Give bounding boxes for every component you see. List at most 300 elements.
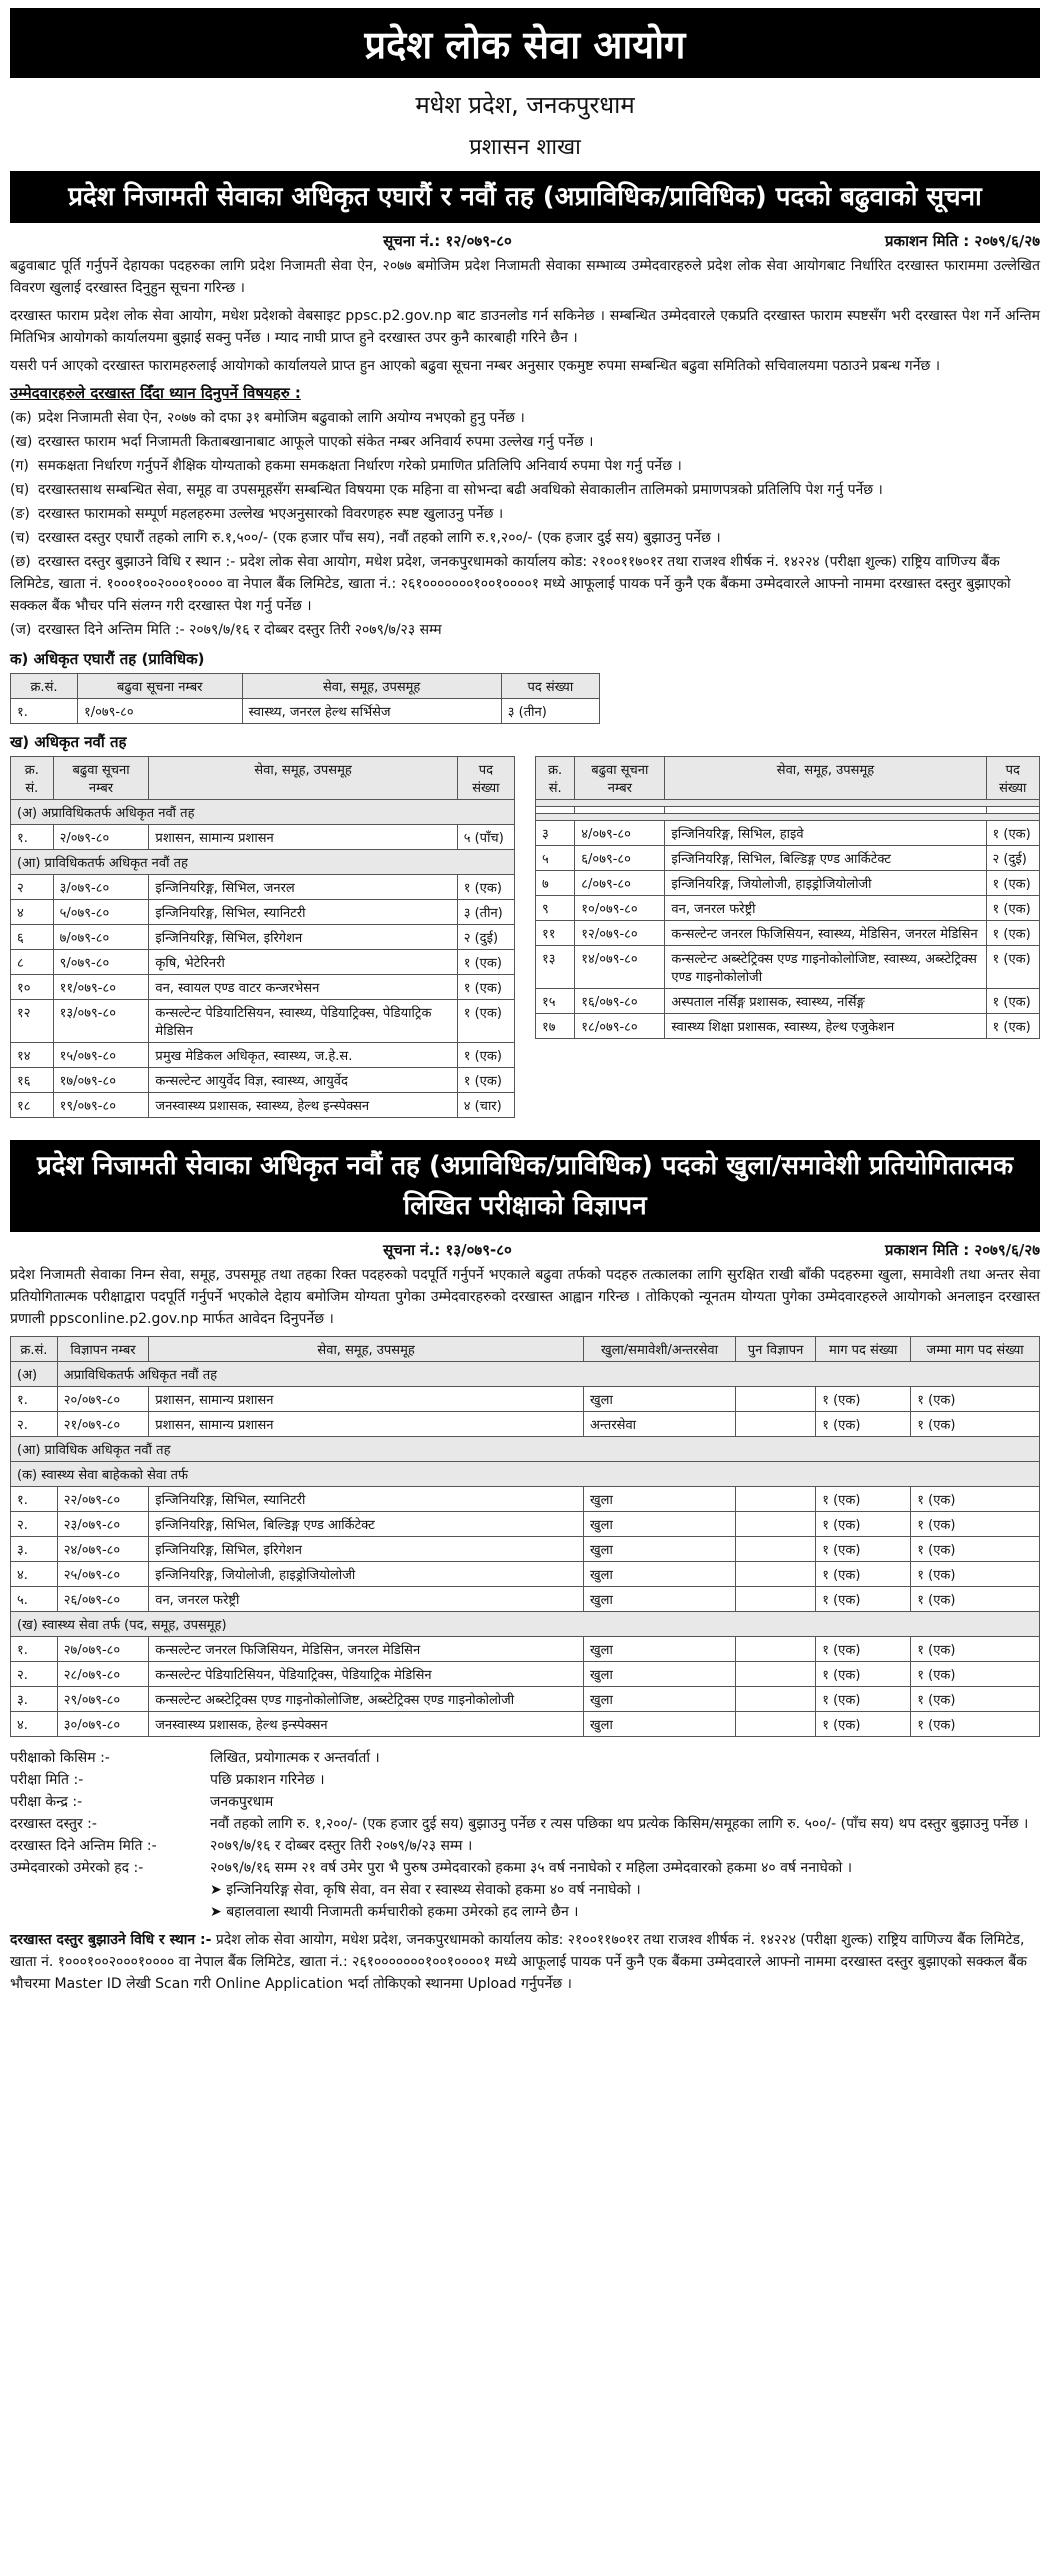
table-cell: प्रमुख मेडिकल अधिकृत, स्वास्थ्य, ज.हे.स. xyxy=(149,1043,457,1068)
table-cell: १ (एक) xyxy=(816,1712,911,1737)
requirement-item xyxy=(10,407,1040,429)
table-row xyxy=(11,1068,515,1093)
requirement-key: (ख) xyxy=(10,434,33,450)
info-value: लिखित, प्रयोगात्मक र अन्तर्वार्ता । xyxy=(210,1750,380,1766)
table-cell: १ (एक) xyxy=(911,1412,1040,1437)
exam-info xyxy=(10,1747,1040,1879)
table-cell xyxy=(735,1587,815,1612)
table-cell: खुला xyxy=(584,1712,736,1737)
table-cell: वन, जनरल फरेष्ट्री xyxy=(149,1587,584,1612)
table-cell: १५/०७९-८० xyxy=(53,1043,149,1068)
group-label: अप्राविधिकतर्फ अधिकृत नवौं तह xyxy=(57,1362,1039,1387)
requirement-text: प्रदेश निजामती सेवा ऐन, २०७७ को दफा ३१ बमोजिम बढुवाको लागि अयोग्य नभएको हुनु पर्नेछ । xyxy=(38,410,525,426)
requirement-text: दरखास्तसाथ सम्बन्धित सेवा, समूह वा उपसमूहसँग सम्बन्धित विषयमा एक महिना वा सोभन्दा बढी अवधिको सेवाकालीन तालिमको प्रमाणपत्रको प्रतिलिपि पेश गर्नु पर्नेछ । xyxy=(38,482,883,498)
requirements-list xyxy=(10,407,1040,641)
table-cell: इन्जिनियरिङ्ग, सिभिल, स्यानिटरी xyxy=(149,900,457,925)
table-cell: ७ xyxy=(536,871,575,896)
group-label: (क) स्वास्थ्य सेवा बाहेकको सेवा तर्फ xyxy=(11,1462,1040,1487)
table-row xyxy=(11,1537,1040,1562)
table-cell xyxy=(735,1387,815,1412)
table-cell: खुला xyxy=(584,1512,736,1537)
branch-name: प्रशासन शाखा xyxy=(469,135,581,160)
table-cell: १ (एक) xyxy=(457,975,514,1000)
info-row xyxy=(10,1857,1040,1879)
info-value: २०७९/७/१६ सम्म २१ वर्ष उमेर पुरा भै पुरुष उम्मेदवारको हकमा ३५ वर्ष ननाघेको र महिला उम्मेदवारको हकमा ४० वर्ष ननाघेको । xyxy=(210,1860,852,1876)
table-cell: १८ xyxy=(11,1093,54,1118)
table-cell: ३०/०७९-८० xyxy=(57,1712,148,1737)
exam-publish-date: प्रकाशन मिति : २०७९/६/२७ xyxy=(885,1241,1040,1259)
column-header: खुला/समावेशी/अन्तरसेवा xyxy=(584,1337,736,1362)
table-cell: १ (एक) xyxy=(911,1587,1040,1612)
table-cell: १ (एक) xyxy=(816,1487,911,1512)
group-row xyxy=(536,800,1040,807)
table-cell: जनस्वास्थ्य प्रशासक, हेल्थ इन्स्पेक्सन xyxy=(149,1712,584,1737)
exam-notice-meta xyxy=(10,1240,1040,1260)
table-cell: १६/०७९-८० xyxy=(575,989,665,1014)
column-header: सेवा, समूह, उपसमूह xyxy=(149,1337,584,1362)
info-value: २०७९/७/१६ र दोब्बर दस्तुर तिरी २०७९/७/२३ सम्म । xyxy=(210,1838,473,1854)
table-cell: १४ xyxy=(11,1043,54,1068)
group-row xyxy=(11,1462,1040,1487)
table-row xyxy=(536,871,1040,896)
table-cell: १ (एक) xyxy=(816,1512,911,1537)
requirement-item xyxy=(10,431,1040,453)
table-cell: १३ xyxy=(536,946,575,989)
table-cell: १८/०७९-८० xyxy=(575,1014,665,1039)
info-value: पछि प्रकाशन गरिनेछ । xyxy=(210,1772,325,1788)
requirement-item xyxy=(10,619,1040,641)
table-cell: प्रशासन, सामान्य प्रशासन xyxy=(149,1387,584,1412)
table-cell: १ (एक) xyxy=(911,1687,1040,1712)
table-cell: १. xyxy=(11,1387,58,1412)
table-row xyxy=(11,1637,1040,1662)
promotion-notice-title: प्रदेश निजामती सेवाका अधिकृत एघारौं र नवौं तह (अप्राविधिक/प्राविधिक) पदको बढुवाको सूचना xyxy=(10,171,1040,223)
table-cell: वन, जनरल फरेष्ट्री xyxy=(665,896,986,921)
table-row xyxy=(11,699,600,724)
table-cell xyxy=(735,1412,815,1437)
table-cell: १ (एक) xyxy=(986,946,1039,989)
table-cell: २७/०७९-८० xyxy=(57,1637,148,1662)
info-row xyxy=(10,1813,1040,1835)
form-paragraph: दरखास्त फाराम प्रदेश लोक सेवा आयोग, मधेश प्रदेशको वेबसाइट ppsc.p2.gov.np बाट डाउनलोड गर्न सकिनेछ । सम्बन्धित उम्मेदवारले एकप्रति दरखास्त फाराम स्पष्टसँग भरी दरखास्त पेश गर्ने अन्तिम मितिभित्र आयोगको कार्यालयमा बुझाई सक्नु पर्नेछ । म्याद नाघी प्राप्त हुने दरखास्त उपर कुनै कारबाही गरिने छैन । xyxy=(10,308,1040,346)
table-cell: ३ xyxy=(536,821,575,846)
table-cell xyxy=(735,1687,815,1712)
table-cell: १ (एक) xyxy=(816,1637,911,1662)
table-cell: कन्सल्टेन्ट जनरल फिजिसियन, स्वास्थ्य, मेडिसिन, जनरल मेडिसिन xyxy=(665,921,986,946)
table-cell: खुला xyxy=(584,1687,736,1712)
payment-info xyxy=(10,1929,1040,1995)
table-cell xyxy=(735,1512,815,1537)
table-row xyxy=(11,1662,1040,1687)
table-cell: २ (दुई) xyxy=(986,846,1039,871)
table-cell: अन्तरसेवा xyxy=(584,1412,736,1437)
table-cell: २ xyxy=(11,875,54,900)
column-header: क्र.सं. xyxy=(11,1337,58,1362)
column-header: पद संख्या xyxy=(457,757,514,800)
table-cell: १ (एक) xyxy=(816,1562,911,1587)
table-cell xyxy=(735,1712,815,1737)
table-cell: ४ (चार) xyxy=(457,1093,514,1118)
table-cell: खुला xyxy=(584,1487,736,1512)
table-row xyxy=(536,807,1040,814)
table-cell: १ (एक) xyxy=(911,1562,1040,1587)
table-row xyxy=(11,900,515,925)
table-cell: १ (एक) xyxy=(816,1412,911,1437)
table-cell xyxy=(665,807,986,814)
table-cell: १ (एक) xyxy=(457,1000,514,1043)
group-row xyxy=(11,850,515,875)
requirement-text: दरखास्त दस्तुर एघारौं तहको लागि रु.१,५००/- (एक हजार पाँच सय), नवौं तहको लागि रु.१,२००/- (एक हजार दुई सय) बुझाउनु पर्नेछ । xyxy=(38,530,721,546)
group-label: (आ) प्राविधिक अधिकृत नवौं तह xyxy=(11,1437,1040,1462)
age-exception-text: इन्जिनियरिङ्ग सेवा, कृषि सेवा, वन सेवा र स्वास्थ्य सेवाको हकमा ४० वर्ष ननाघेको । xyxy=(226,1882,641,1898)
table-cell xyxy=(735,1662,815,1687)
table-cell: २. xyxy=(11,1512,58,1537)
table-cell: १ (एक) xyxy=(986,989,1039,1014)
table-cell: कृषि, भेटेरिनरी xyxy=(149,950,457,975)
table-cell: २ (दुई) xyxy=(457,925,514,950)
table-cell: वन, स्वायल एण्ड वाटर कन्जरभेसन xyxy=(149,975,457,1000)
info-row xyxy=(10,1747,1040,1769)
table-cell: ९/०७९-८० xyxy=(53,950,149,975)
requirement-text: दरखास्त फारामको सम्पूर्ण महलहरुमा उल्लेख भएअनुसारको विवरणहरु स्पष्ट खुलाउनु पर्नेछ । xyxy=(38,506,504,522)
table-cell: ५/०७९-८० xyxy=(53,900,149,925)
table-row xyxy=(536,946,1040,989)
table-cell: १०/०७९-८० xyxy=(575,896,665,921)
table-cell: १७ xyxy=(536,1014,575,1039)
table-cell: १२ xyxy=(11,1000,54,1043)
table-cell: १ (एक) xyxy=(986,871,1039,896)
column-header: पद संख्या xyxy=(986,757,1039,800)
table-cell: २/०७९-८० xyxy=(53,825,149,850)
requirement-text: दरखास्त दिने अन्तिम मिति :- २०७९/७/१६ र दोब्बर दस्तुर तिरी २०७९/७/२३ सम्म xyxy=(38,622,442,638)
table-cell: १७/०७९-८० xyxy=(53,1068,149,1093)
table-cell: खुला xyxy=(584,1637,736,1662)
table-cell: कन्सल्टेन्ट पेडियाटिसियन, पेडियाट्रिक्स, पेडियाट्रिक मेडिसिन xyxy=(149,1662,584,1687)
table-cell: इन्जिनियरिङ्ग, सिभिल, इरिगेशन xyxy=(149,925,457,950)
info-label: दरखास्त दिने अन्तिम मिति :- xyxy=(10,1838,157,1854)
table-cell: प्रशासन, सामान्य प्रशासन xyxy=(149,825,457,850)
table-cell: ३. xyxy=(11,1687,58,1712)
table-cell: १ (एक) xyxy=(816,1687,911,1712)
table-cell: १९/०७९-८० xyxy=(53,1093,149,1118)
intro-paragraph: बढुवाबाट पूर्ति गर्नुपर्ने देहायका पदहरुका लागि प्रदेश निजामती सेवा ऐन, २०७७ बमोजिम प्रदेश निजामती सेवाका सम्भाव्य उम्मेदवारहरुले प्रदेश लोक सेवा आयोगबाट निर्धारित दरखास्त फाराममा उल्लेखित विवरण खुलाई दरखास्त दिनुहुन सूचना गरिन्छ । xyxy=(10,258,1040,296)
group-label: (ख) स्वास्थ्य सेवा तर्फ (पद, समूह, उपसमूह) xyxy=(11,1612,1040,1637)
table-row xyxy=(11,825,515,850)
table-cell: १ (एक) xyxy=(911,1712,1040,1737)
table-cell: १५ xyxy=(536,989,575,1014)
table-cell: ३/०७९-८० xyxy=(53,875,149,900)
table-cell: कन्सल्टेन्ट पेडियाटिसियन, स्वास्थ्य, पेडियाट्रिक्स, पेडियाट्रिक मेडिसिन xyxy=(149,1000,457,1043)
table-cell: स्वास्थ्य, जनरल हेल्थ सर्भिसेज xyxy=(242,699,501,724)
table-cell: ८ xyxy=(11,950,54,975)
info-label: परीक्षाको किसिम :- xyxy=(10,1750,110,1766)
table-cell: खुला xyxy=(584,1537,736,1562)
exam-notice-title: प्रदेश निजामती सेवाका अधिकृत नवौं तह (अप्राविधिक/प्राविधिक) पदको खुला/समावेशी प्रतियोगितात्मक लिखित परीक्षाको विज्ञापन xyxy=(10,1140,1040,1232)
age-exception-item xyxy=(10,1879,1040,1901)
table-cell: १ (एक) xyxy=(457,950,514,975)
column-header: सेवा, समूह, उपसमूह xyxy=(149,757,457,800)
table-cell: २९/०७९-८० xyxy=(57,1687,148,1712)
table-cell: ६/०७९-८० xyxy=(575,846,665,871)
column-header: क्र. सं. xyxy=(11,757,54,800)
table-cell: कन्सल्टेन्ट जनरल फिजिसियन, मेडिसिन, जनरल मेडिसिन xyxy=(149,1637,584,1662)
table-cell: इन्जिनियरिङ्ग, सिभिल, बिल्डिङ्ग एण्ड आर्किटेक्ट xyxy=(665,846,986,871)
table-row xyxy=(11,1562,1040,1587)
officer-9-right-table xyxy=(535,756,1040,1039)
group-row xyxy=(536,814,1040,821)
table-cell: २५/०७९-८० xyxy=(57,1562,148,1587)
table-cell: १ (एक) xyxy=(457,875,514,900)
table-cell: ५. xyxy=(11,1587,58,1612)
table-cell: १४/०७९-८० xyxy=(575,946,665,989)
requirement-key: (ङ) xyxy=(10,506,30,522)
table-row xyxy=(11,975,515,1000)
group-row xyxy=(11,1437,1040,1462)
group-label xyxy=(536,800,1040,807)
column-header: क्र.सं. xyxy=(11,674,78,699)
table-cell: कन्सल्टेन्ट आयुर्वेद विज्ञ, स्वास्थ्य, आयुर्वेद xyxy=(149,1068,457,1093)
table-cell: १ (एक) xyxy=(986,821,1039,846)
table-cell: जनस्वास्थ्य प्रशासक, स्वास्थ्य, हेल्थ इन्स्पेक्सन xyxy=(149,1093,457,1118)
table-cell: खुला xyxy=(584,1662,736,1687)
table-cell: २०/०७९-८० xyxy=(57,1387,148,1412)
officer-9-tables xyxy=(10,756,1040,1118)
requirement-key: (छ) xyxy=(10,554,31,570)
column-header: माग पद संख्या xyxy=(816,1337,911,1362)
table-cell: इन्जिनियरिङ्ग, जियोलोजी, हाइड्रोजियोलोजी xyxy=(665,871,986,896)
info-row xyxy=(10,1791,1040,1813)
table-cell: अस्पताल नर्सिङ्ग प्रशासक, स्वास्थ्य, नर्सिङ्ग xyxy=(665,989,986,1014)
table-cell xyxy=(735,1537,815,1562)
info-label: दरखास्त दस्तुर :- xyxy=(10,1816,97,1832)
requirements-heading: उम्मेदवारहरुले दरखास्त दिँदा ध्यान दिनुपर्ने विषयहरु : xyxy=(10,384,301,402)
table-row xyxy=(11,875,515,900)
table-cell: ४/०७९-८० xyxy=(575,821,665,846)
table-row xyxy=(11,1512,1040,1537)
requirement-key: (क) xyxy=(10,410,32,426)
table-cell: ३ (तीन) xyxy=(501,699,599,724)
payment-label: दरखास्त दस्तुर बुझाउने विधि र स्थान :- xyxy=(10,1932,212,1948)
table-cell: १ (एक) xyxy=(911,1537,1040,1562)
column-header: बढुवा सूचना नम्बर xyxy=(575,757,665,800)
table-cell: २८/०७९-८० xyxy=(57,1662,148,1687)
exam-notice-number: सूचना नं.: १३/०७९-८० xyxy=(383,1241,512,1259)
table-row xyxy=(11,1000,515,1043)
table-cell: १/०७९-८० xyxy=(77,699,242,724)
notice-number: सूचना नं.: १२/०७९-८० xyxy=(383,232,512,250)
table-cell xyxy=(735,1637,815,1662)
table-cell: ६ xyxy=(11,925,54,950)
table-cell: कन्सल्टेन्ट अब्स्टेट्रिक्स एण्ड गाइनोकोलोजिष्ट, अब्स्टेट्रिक्स एण्ड गाइनोकोलोजी xyxy=(149,1687,584,1712)
table-cell: १ (एक) xyxy=(816,1387,911,1412)
table-row xyxy=(11,1587,1040,1612)
table-cell: ३. xyxy=(11,1537,58,1562)
notice-meta xyxy=(10,231,1040,251)
table-row xyxy=(536,989,1040,1014)
table-cell: ४. xyxy=(11,1712,58,1737)
table-cell: १ (एक) xyxy=(986,896,1039,921)
table-row xyxy=(11,1687,1040,1712)
table-cell: ११ xyxy=(536,921,575,946)
requirement-item xyxy=(10,503,1040,525)
table-cell: ३ (तीन) xyxy=(457,900,514,925)
requirement-key: (च) xyxy=(10,530,30,546)
forward-paragraph: यसरी पर्न आएको दरखास्त फारामहरुलाई आयोगको कार्यालयले प्राप्त हुन आएको बढुवा सूचना नम्बर अनुसार एकमुष्ट रुपमा सम्बन्धित बढुवा समितिको सचिवालयमा पठाउने प्रबन्ध गर्नेछ । xyxy=(10,358,941,374)
requirement-item xyxy=(10,455,1040,477)
table-cell: १ (एक) xyxy=(911,1487,1040,1512)
table-cell: इन्जिनियरिङ्ग, सिभिल, हाइवे xyxy=(665,821,986,846)
table-cell: १ (एक) xyxy=(457,1068,514,1093)
table-cell: १२/०७९-८० xyxy=(575,921,665,946)
table-cell: १६ xyxy=(11,1068,54,1093)
requirement-item xyxy=(10,527,1040,549)
column-header: विज्ञापन नम्बर xyxy=(57,1337,148,1362)
table-cell: खुला xyxy=(584,1387,736,1412)
table-cell: १ (एक) xyxy=(457,1043,514,1068)
table-row xyxy=(536,921,1040,946)
table-cell: १ (एक) xyxy=(986,921,1039,946)
table-row xyxy=(536,846,1040,871)
payment-text: प्रदेश लोक सेवा आयोग, मधेश प्रदेश, जनकपुरधामको कार्यालय कोड: २१००११७०१र तथा राजश्व शीर्षक नं. १४२२४ (परीक्षा शुल्क) राष्ट्रिय वाणिज्य बैंक लिमिटेड, खाता नं. १०००१००२०००१०००० वा नेपाल बैंक लिमिटेड, खाता नं.: २६१०००००००१००१००००१ मध्ये आफूलाई पायक पर्ने कुनै एक बैंकमा उम्मेदवारले आफ्नो नाममा दरखास्त दस्तुर बुझाएको सक्कल बैंक भौचरमा Master ID लेखी Scan गरी Online Application भर्दा तोकिएको स्थानमा Upload गर्नुपर्नेछ । xyxy=(10,1932,1028,1992)
table-cell: ४. xyxy=(11,1562,58,1587)
age-exceptions xyxy=(10,1879,1040,1923)
age-exception-text: बहालवाला स्थायी निजामती कर्मचारीको हकमा उमेरको हद लाग्ने छैन । xyxy=(226,1904,579,1920)
info-label: परीक्षा मिति :- xyxy=(10,1772,84,1788)
column-header: बढुवा सूचना नम्बर xyxy=(77,674,242,699)
requirement-key: (घ) xyxy=(10,482,30,498)
table-row xyxy=(11,1487,1040,1512)
notice-page xyxy=(10,0,1040,1995)
table-cell: १. xyxy=(11,1637,58,1662)
table-cell: २३/०७९-८० xyxy=(57,1512,148,1537)
table-cell: ४ xyxy=(11,900,54,925)
table-cell: इन्जिनियरिङ्ग, सिभिल, बिल्डिङ्ग एण्ड आर्किटेक्ट xyxy=(149,1512,584,1537)
table-cell: २. xyxy=(11,1662,58,1687)
requirement-text: दरखास्त दस्तुर बुझाउने विधि र स्थान :- प्रदेश लोक सेवा आयोग, मधेश प्रदेश, जनकपुरधामको कार्यालय कोड: २१००११७०१र तथा राजश्व शीर्षक नं. १४२२४ (परीक्षा शुल्क) राष्ट्रिय वाणिज्य बैंक लिमिटेड, खाता नं. १०००१००२०००१०००० वा नेपाल बैंक लिमिटेड, खाता नं.: २६१०००००००१००१००००१ मध्ये आफूलाई पायक पर्ने कुनै एक बैंकमा उम्मेदवारले आफ्नो नाममा दरखास्त दस्तुर बुझाएको सक्कल बैंक भौचर पनि संलग्न गरी दरखास्त पेश गर्नु पर्नेछ । xyxy=(10,554,1011,614)
table-cell: २४/०७९-८० xyxy=(57,1537,148,1562)
column-header: पुन विज्ञापन xyxy=(735,1337,815,1362)
table-cell: ७/०७९-८० xyxy=(53,925,149,950)
column-header: सेवा, समूह, उपसमूह xyxy=(665,757,986,800)
officer-9-left-table xyxy=(10,756,515,1118)
table-cell: १ (एक) xyxy=(986,1014,1039,1039)
table-cell: १ (एक) xyxy=(911,1662,1040,1687)
table-cell: ८/०७९-८० xyxy=(575,871,665,896)
table-cell: १० xyxy=(11,975,54,1000)
table-row xyxy=(536,896,1040,921)
officer-11-table xyxy=(10,673,600,724)
vacancy-table xyxy=(10,1336,1040,1737)
table-row xyxy=(536,1014,1040,1039)
table-cell xyxy=(735,1487,815,1512)
table-cell xyxy=(735,1562,815,1587)
table-cell: १३/०७९-८० xyxy=(53,1000,149,1043)
table-row xyxy=(11,925,515,950)
table-cell: २६/०७९-८० xyxy=(57,1587,148,1612)
requirement-item xyxy=(10,479,1040,501)
commission-title: प्रदेश लोक सेवा आयोग xyxy=(10,8,1040,78)
table-cell: १. xyxy=(11,699,78,724)
requirement-text: दरखास्त फाराम भर्दा निजामती किताबखानाबाट आफूले पाएको संकेत नम्बर अनिवार्य रुपमा उल्लेख गर्नु पर्नेछ । xyxy=(38,434,594,450)
group-row xyxy=(11,1362,1040,1387)
column-header: क्र. सं. xyxy=(536,757,575,800)
table-cell: १ (एक) xyxy=(911,1387,1040,1412)
table-cell: २. xyxy=(11,1412,58,1437)
requirement-key: (ज) xyxy=(10,622,32,638)
arrow-icon: ➤ xyxy=(210,1882,227,1898)
requirement-text: समकक्षता निर्धारण गर्नुपर्ने शैक्षिक योग्यताको हकमा समकक्षता निर्धारण गरेको प्रमाणित प्रतिलिपि अनिवार्य रुपमा पेश गर्नु पर्नेछ । xyxy=(38,458,682,474)
group-row xyxy=(11,800,515,825)
table-row xyxy=(11,1412,1040,1437)
table-cell: खुला xyxy=(584,1587,736,1612)
table-cell: १ (एक) xyxy=(816,1662,911,1687)
table-cell: १. xyxy=(11,825,54,850)
info-label: उम्मेदवारको उमेरको हद :- xyxy=(10,1860,144,1876)
table-cell: इन्जिनियरिङ्ग, सिभिल, इरिगेशन xyxy=(149,1537,584,1562)
info-value: जनकपुरधाम xyxy=(210,1794,274,1810)
table-cell: १. xyxy=(11,1487,58,1512)
table-cell: स्वास्थ्य शिक्षा प्रशासक, स्वास्थ्य, हेल्थ एजुकेशन xyxy=(665,1014,986,1039)
officer-9-title: ख) अधिकृत नवौं तह xyxy=(10,733,127,751)
table-row xyxy=(11,1387,1040,1412)
requirement-item xyxy=(10,551,1040,617)
table-cell xyxy=(536,807,575,814)
officer-11-title: क) अधिकृत एघारौं तह (प्राविधिक) xyxy=(10,650,205,668)
age-exception-item xyxy=(10,1901,1040,1923)
group-label: (आ) प्राविधिकतर्फ अधिकृत नवौं तह xyxy=(11,850,515,875)
info-row xyxy=(10,1769,1040,1791)
arrow-icon: ➤ xyxy=(210,1904,227,1920)
table-cell: २२/०७९-८० xyxy=(57,1487,148,1512)
group-label xyxy=(536,814,1040,821)
table-cell: ११/०७९-८० xyxy=(53,975,149,1000)
table-cell xyxy=(986,807,1039,814)
table-row xyxy=(11,1043,515,1068)
column-header: जम्मा माग पद संख्या xyxy=(911,1337,1040,1362)
table-cell: २१/०७९-८० xyxy=(57,1412,148,1437)
table-row xyxy=(536,821,1040,846)
table-cell: प्रशासन, सामान्य प्रशासन xyxy=(149,1412,584,1437)
publish-date: प्रकाशन मिति : २०७९/६/२७ xyxy=(885,232,1040,250)
table-cell: १ (एक) xyxy=(816,1587,911,1612)
table-cell: ९ xyxy=(536,896,575,921)
info-value: नवौं तहको लागि रु. १,२००/- (एक हजार दुई सय) बुझाउनु पर्नेछ र त्यस पछिका थप प्रत्येक किसिम/समूहका लागि रु. ५००/- (पाँच सय) थप दस्तुर बुझाउनु पर्नेछ । xyxy=(210,1816,1029,1832)
group-label: (अ) अप्राविधिकतर्फ अधिकृत नवौं तह xyxy=(11,800,515,825)
table-row xyxy=(11,1712,1040,1737)
table-cell: इन्जिनियरिङ्ग, जियोलोजी, हाइड्रोजियोलोजी xyxy=(149,1562,584,1587)
column-header: बढुवा सूचना नम्बर xyxy=(53,757,149,800)
table-cell: १ (एक) xyxy=(911,1512,1040,1537)
table-cell: इन्जिनियरिङ्ग, सिभिल, जनरल xyxy=(149,875,457,900)
exam-intro-paragraph: प्रदेश निजामती सेवाका निम्न सेवा, समूह, उपसमूह तथा तहका रिक्त पदहरुको पदपूर्ति गर्नुपर्ने भएकाले बढुवा तर्फको पदहरु तत्कालका लागि सुरक्षित राखी बाँकी पदहरुमा खुला, समावेशी तथा अन्तर सेवा प्रतियोगितात्मक परीक्षाद्वारा पदपूर्ति गर्नुपर्ने भएकोले देहाय बमोजिम योग्यता पुगेका उम्मेदवारहरुको दरखास्त आह्वान गरिन्छ । तोकिएको न्यूनतम योग्यता पुगेका उम्मेदवारहरुले आयोगको अनलाइन दरखास्त प्रणाली ppsconline.p2.gov.np मार्फत आवेदन दिनुपर्नेछ । xyxy=(10,1267,1040,1327)
group-row xyxy=(11,1612,1040,1637)
info-row xyxy=(10,1835,1040,1857)
requirement-key: (ग) xyxy=(10,458,29,474)
table-cell: १ (एक) xyxy=(816,1537,911,1562)
table-cell: ५ (पाँच) xyxy=(457,825,514,850)
table-cell: ५ xyxy=(536,846,575,871)
info-label: परीक्षा केन्द्र :- xyxy=(10,1794,83,1810)
province-location: मधेश प्रदेश, जनकपुरधाम xyxy=(415,91,635,119)
table-cell: इन्जिनियरिङ्ग, सिभिल, स्यानिटरी xyxy=(149,1487,584,1512)
column-header: पद संख्या xyxy=(501,674,599,699)
table-row xyxy=(11,1093,515,1118)
table-cell: खुला xyxy=(584,1562,736,1587)
table-cell: १ (एक) xyxy=(911,1637,1040,1662)
table-cell: कन्सल्टेन्ट अब्स्टेट्रिक्स एण्ड गाइनोकोलोजिष्ट, स्वास्थ्य, अब्स्टेट्रिक्स एण्ड गाइनोकोलोजी xyxy=(665,946,986,989)
table-row xyxy=(11,950,515,975)
group-key: (अ) xyxy=(11,1362,58,1387)
